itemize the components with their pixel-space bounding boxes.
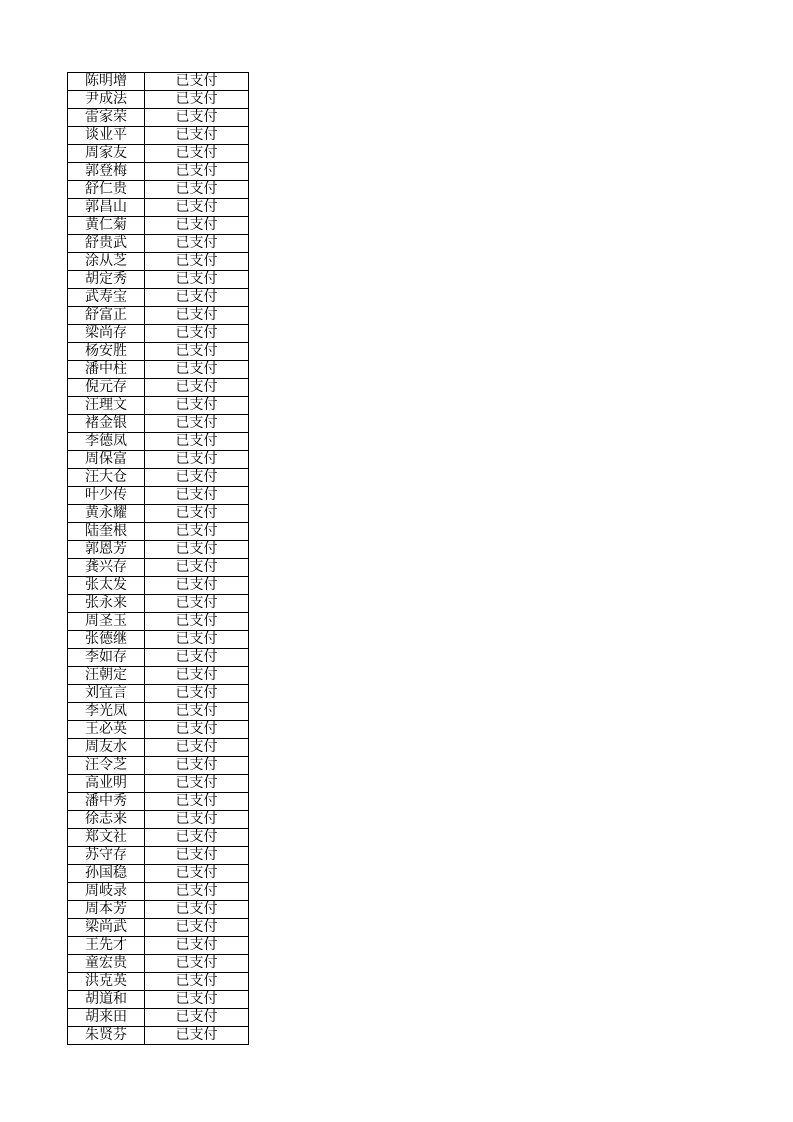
name-cell: 胡来田 [68,1009,145,1027]
name-cell: 孙国稳 [68,865,145,883]
payment-status-cell: 已支付 [145,937,249,955]
name-cell: 周岐录 [68,883,145,901]
name-cell: 汪令芝 [68,757,145,775]
table-row [68,163,249,181]
name-cell: 张德继 [68,631,145,649]
name-cell: 舒贵武 [68,235,145,253]
table-row [68,127,249,145]
payment-status-cell: 已支付 [145,793,249,811]
payment-status-cell: 已支付 [145,487,249,505]
table-row [68,361,249,379]
name-cell: 杨安胜 [68,343,145,361]
payment-status-cell: 已支付 [145,829,249,847]
payment-status-cell: 已支付 [145,1027,249,1045]
name-cell: 周友水 [68,739,145,757]
payment-status-cell: 已支付 [145,127,249,145]
table-row [68,595,249,613]
name-cell: 郑文社 [68,829,145,847]
payment-status-cell: 已支付 [145,235,249,253]
name-cell: 舒仁贵 [68,181,145,199]
payment-status-cell: 已支付 [145,217,249,235]
table-row [68,847,249,865]
name-cell: 郭恩芳 [68,541,145,559]
table-row [68,379,249,397]
table-row [68,109,249,127]
table-row [68,793,249,811]
name-cell: 陆奎根 [68,523,145,541]
payment-status-cell: 已支付 [145,919,249,937]
payment-status-cell: 已支付 [145,109,249,127]
name-cell: 胡定秀 [68,271,145,289]
table-row [68,307,249,325]
name-cell: 胡道和 [68,991,145,1009]
payment-status-cell: 已支付 [145,469,249,487]
table-row [68,253,249,271]
payment-status-cell: 已支付 [145,523,249,541]
payment-status-cell: 已支付 [145,73,249,91]
payment-status-cell: 已支付 [145,91,249,109]
payment-status-cell: 已支付 [145,1009,249,1027]
table-row [68,73,249,91]
table-row [68,487,249,505]
table-row [68,235,249,253]
name-cell: 倪元存 [68,379,145,397]
payment-status-cell: 已支付 [145,199,249,217]
table-row [68,415,249,433]
table-row [68,991,249,1009]
table-row [68,325,249,343]
payment-status-cell: 已支付 [145,667,249,685]
name-cell: 汪理文 [68,397,145,415]
name-cell: 周圣玉 [68,613,145,631]
payment-status-cell: 已支付 [145,721,249,739]
name-cell: 周家友 [68,145,145,163]
name-cell: 尹成法 [68,91,145,109]
name-cell: 潘中秀 [68,793,145,811]
payment-status-cell: 已支付 [145,865,249,883]
payment-status-cell: 已支付 [145,757,249,775]
table-row [68,685,249,703]
name-cell: 叶少传 [68,487,145,505]
table-row [68,559,249,577]
payment-status-cell: 已支付 [145,973,249,991]
table-row [68,145,249,163]
payment-status-cell: 已支付 [145,289,249,307]
table-row [68,865,249,883]
payment-status-cell: 已支付 [145,559,249,577]
table-row [68,919,249,937]
table-row [68,91,249,109]
table-row [68,469,249,487]
payment-status-cell: 已支付 [145,433,249,451]
payment-status-cell: 已支付 [145,415,249,433]
payment-status-cell: 已支付 [145,595,249,613]
payment-status-cell: 已支付 [145,649,249,667]
name-cell: 黄永耀 [68,505,145,523]
name-cell: 张永来 [68,595,145,613]
payment-status-cell: 已支付 [145,361,249,379]
table-row [68,757,249,775]
name-cell: 刘宜言 [68,685,145,703]
payment-status-cell: 已支付 [145,883,249,901]
name-cell: 王先才 [68,937,145,955]
table-row [68,1027,249,1045]
table-row [68,649,249,667]
name-cell: 汪大仓 [68,469,145,487]
name-cell: 李德凤 [68,433,145,451]
table-body [68,73,249,1045]
payment-status-cell: 已支付 [145,847,249,865]
payment-status-cell: 已支付 [145,811,249,829]
name-cell: 雷家荣 [68,109,145,127]
name-cell: 郭昌山 [68,199,145,217]
name-cell: 谈业平 [68,127,145,145]
table-row [68,217,249,235]
name-cell: 李光凤 [68,703,145,721]
name-cell: 朱贤芬 [68,1027,145,1045]
name-cell: 高业明 [68,775,145,793]
name-cell: 龚兴存 [68,559,145,577]
payment-status-cell: 已支付 [145,397,249,415]
payment-status-cell: 已支付 [145,577,249,595]
name-cell: 郭登梅 [68,163,145,181]
name-cell: 张太发 [68,577,145,595]
payment-status-cell: 已支付 [145,379,249,397]
table-row [68,937,249,955]
payment-status-table [67,72,249,1045]
name-cell: 舒富正 [68,307,145,325]
payment-status-cell: 已支付 [145,145,249,163]
name-cell: 武寿宝 [68,289,145,307]
table-row [68,397,249,415]
table-row [68,451,249,469]
table-row [68,811,249,829]
table-row [68,703,249,721]
name-cell: 梁尚存 [68,325,145,343]
table-row [68,505,249,523]
name-cell: 潘中柱 [68,361,145,379]
payment-status-cell: 已支付 [145,685,249,703]
name-cell: 涂从芝 [68,253,145,271]
table-row [68,775,249,793]
table-row [68,433,249,451]
payment-status-cell: 已支付 [145,631,249,649]
table-row [68,289,249,307]
table-row [68,613,249,631]
name-cell: 洪克英 [68,973,145,991]
table-row [68,955,249,973]
table-row [68,973,249,991]
payment-status-cell: 已支付 [145,163,249,181]
table-row [68,667,249,685]
payment-status-cell: 已支付 [145,541,249,559]
name-cell: 褚金银 [68,415,145,433]
table-row [68,181,249,199]
payment-status-cell: 已支付 [145,271,249,289]
name-cell: 黄仁菊 [68,217,145,235]
table-row [68,199,249,217]
payment-status-cell: 已支付 [145,613,249,631]
name-cell: 王必英 [68,721,145,739]
payment-status-cell: 已支付 [145,991,249,1009]
payment-status-cell: 已支付 [145,739,249,757]
table-row [68,577,249,595]
name-cell: 汪朝定 [68,667,145,685]
table-row [68,631,249,649]
name-cell: 苏守存 [68,847,145,865]
payment-status-cell: 已支付 [145,901,249,919]
name-cell: 徐志来 [68,811,145,829]
payment-status-cell: 已支付 [145,181,249,199]
table-row [68,739,249,757]
payment-status-cell: 已支付 [145,307,249,325]
table-row [68,883,249,901]
payment-status-cell: 已支付 [145,343,249,361]
payment-status-cell: 已支付 [145,505,249,523]
payment-status-cell: 已支付 [145,703,249,721]
payment-status-cell: 已支付 [145,451,249,469]
table-row [68,523,249,541]
payment-status-cell: 已支付 [145,253,249,271]
name-cell: 李如存 [68,649,145,667]
table-row [68,343,249,361]
table-row [68,271,249,289]
payment-status-cell: 已支付 [145,325,249,343]
table-row [68,541,249,559]
table-row [68,901,249,919]
name-cell: 童宏贵 [68,955,145,973]
table-row [68,721,249,739]
name-cell: 周本芳 [68,901,145,919]
name-cell: 梁尚武 [68,919,145,937]
name-cell: 周保富 [68,451,145,469]
table-row [68,829,249,847]
name-cell: 陈明增 [68,73,145,91]
table-row [68,1009,249,1027]
payment-status-cell: 已支付 [145,955,249,973]
payment-status-cell: 已支付 [145,775,249,793]
